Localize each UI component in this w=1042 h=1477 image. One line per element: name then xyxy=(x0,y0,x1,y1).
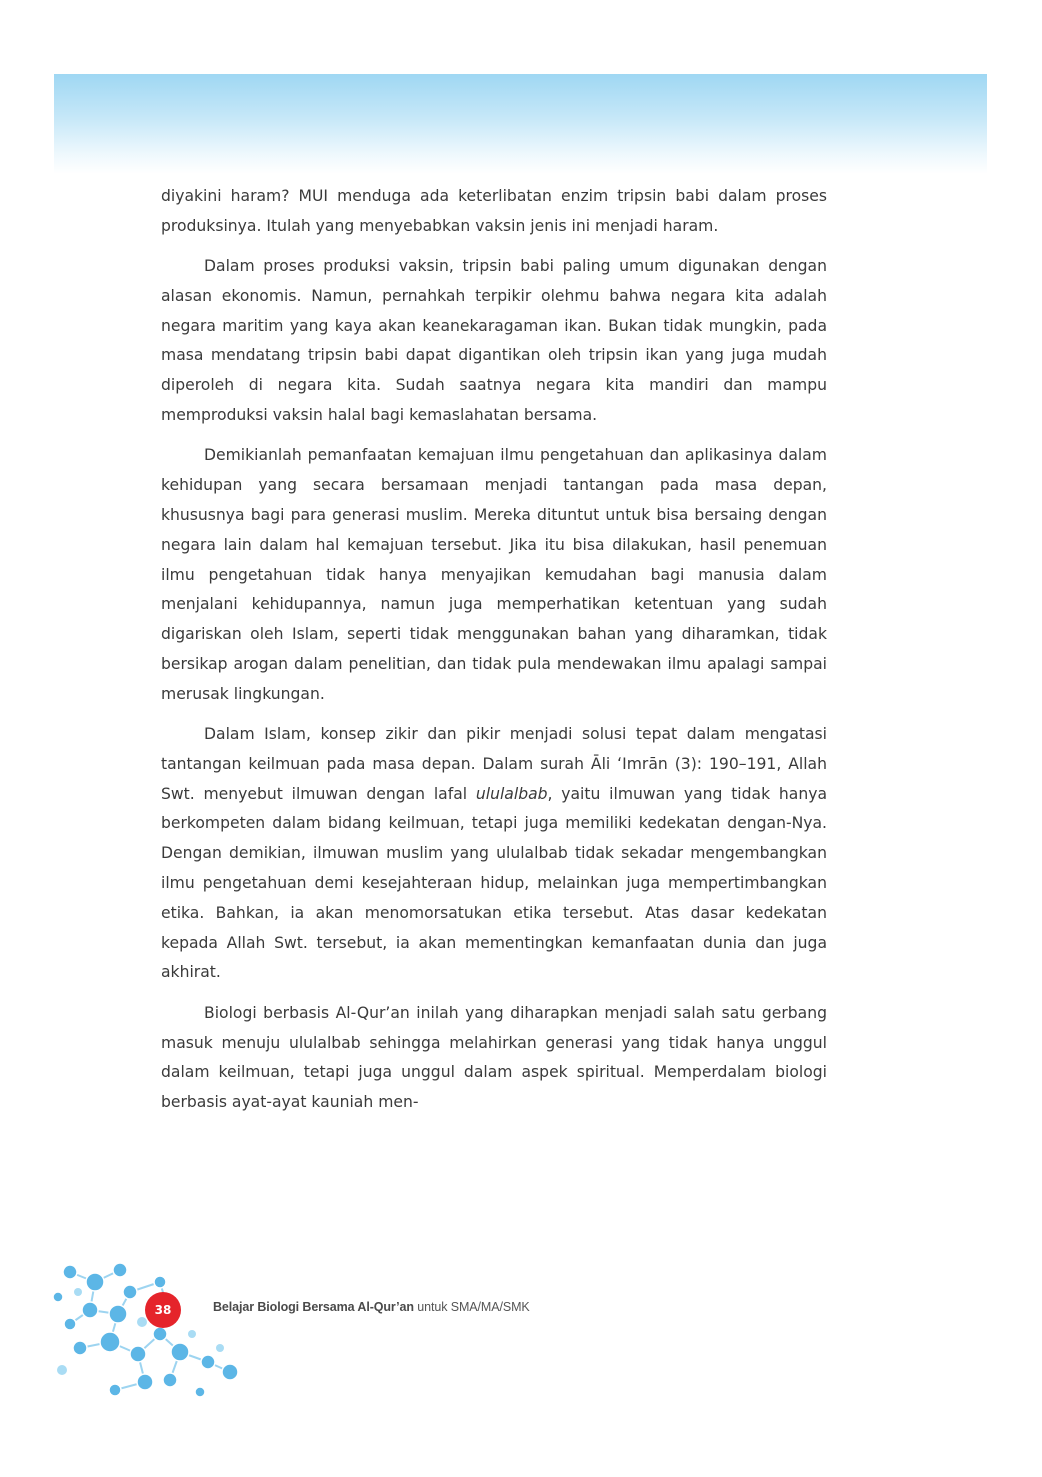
molecule-cluster-icon xyxy=(50,1252,250,1402)
paragraph-4-part-2: , yaitu ilmuwan yang tidak hanya berkompeten dalam bidang keilmuan, tetapi juga memiliki kedekatan dengan-Nya. Dengan demikian, ilmuwan muslim yang ululalbab tidak sekadar mengembangkan ilmu pengetahuan demi kesejahteraan hidup, melainkan juga mempertimbangkan etika. Bahkan, ia akan menomorsatukan etika tersebut. Atas dasar kedekatan kepada Allah Swt. tersebut, ia akan mementingkan kemanfaatan dunia dan juga akhirat. xyxy=(161,784,827,982)
paragraph-4-part-1: Dalam Islam, konsep zikir dan pikir menjadi solusi tepat dalam mengatasi tantangan keilmuan pada masa depan. Dalam surah Āli ʻImrān (3): 190–191, Allah Swt. menyebut ilmuwan dengan lafal xyxy=(161,725,827,803)
header-band xyxy=(54,74,987,174)
paragraph-5: Biologi berbasis Al-Qur’an inilah yang diharapkan menjadi salah satu gerbang masuk menuju ululalbab sehingga melahirkan generasi yang tidak hanya unggul dalam keilmuan, tetapi juga unggul dalam aspek spiritual. Memperdalam biologi berbasis ayat-ayat kauniah men- xyxy=(161,1003,827,1112)
paragraph-1: diyakini haram? MUI menduga ada keterlibatan enzim tripsin babi dalam proses produksinya. Itulah yang menyebabkan vaksin jenis ini menjadi haram. xyxy=(161,187,827,235)
book-title: Belajar Biologi Bersama Al-Qur’an xyxy=(213,1300,414,1314)
book-audience: untuk SMA/MA/SMK xyxy=(413,1300,530,1314)
running-footer xyxy=(213,1300,530,1314)
ululalbab-term: ululalbab xyxy=(475,784,548,803)
paragraph-2: Dalam proses produksi vaksin, tripsin babi paling umum digunakan dengan alasan ekonomis. Namun, pernahkah terpikir olehmu bahwa negara kita adalah negara maritim yang kaya akan keanekaragaman ikan. Bukan tidak mungkin, pada masa mendatang tripsin babi dapat digantikan oleh tripsin ikan yang juga mudah diperoleh di negara kita. Sudah saatnya negara kita mandiri dan mampu memproduksi vaksin halal bagi kemaslahatan bersama. xyxy=(161,257,827,425)
body-text xyxy=(161,182,827,1118)
paragraph-3: Demikianlah pemanfaatan kemajuan ilmu pengetahuan dan aplikasinya dalam kehidupan yang secara bersamaan menjadi tantangan pada masa depan, khususnya bagi para generasi muslim. Mereka dituntut untuk bisa bersaing dengan negara lain dalam hal kemajuan tersebut. Jika itu bisa dilakukan, hasil penemuan ilmu pengetahuan tidak hanya menyajikan kemudahan bagi manusia dalam menjalani kehidupannya, namun juga memperhatikan ketentuan yang sudah digariskan oleh Islam, seperti tidak menggunakan bahan yang diharamkan, tidak bersikap arogan dalam penelitian, dan tidak pula mendewakan ilmu apalagi sampai merusak lingkungan. xyxy=(161,446,827,703)
paragraph-4 xyxy=(161,720,827,988)
page-number-badge: 38 xyxy=(145,1292,181,1328)
